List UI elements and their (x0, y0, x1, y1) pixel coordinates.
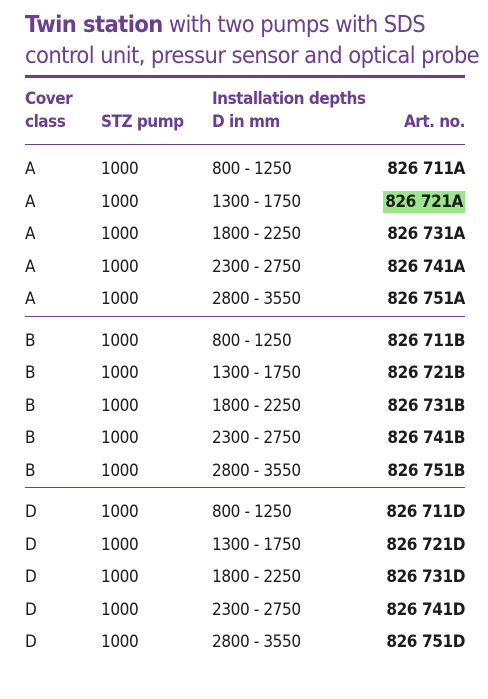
cell-cover-class: A (25, 289, 36, 310)
table-row (25, 626, 465, 659)
group-divider (25, 488, 465, 497)
cell-art-no: 826 751B (387, 460, 465, 481)
cell-installation-depth: 2800 - 3550 (212, 289, 301, 310)
cell-installation-depth: 1800 - 2250 (212, 567, 301, 588)
cell-stz-pump: 1000 (101, 428, 139, 449)
cell-cover-class: A (25, 159, 36, 180)
table-row (25, 455, 465, 488)
cell-art-no: 826 751A (387, 289, 465, 310)
header-depth-line1: Installation depths (212, 89, 366, 109)
cell-stz-pump: 1000 (101, 534, 139, 555)
cell-stz-pump: 1000 (101, 224, 139, 245)
cell-cover-class: B (25, 395, 36, 416)
group-divider (25, 316, 465, 325)
header-art-no: Art. no. (403, 112, 465, 132)
header-cover-class (25, 88, 101, 145)
cell-art-no: 826 751D (386, 632, 465, 653)
table-row (25, 357, 465, 390)
cell-art-no: 826 731A (387, 224, 465, 245)
header-stz-pump: STZ pump (101, 112, 184, 132)
group-divider-cell (25, 488, 465, 497)
table-row (25, 325, 465, 358)
cell-art-no: 826 711D (386, 502, 465, 523)
table-body (25, 145, 465, 659)
cell-cover-class: A (25, 256, 36, 277)
cell-installation-depth: 1300 - 1750 (212, 191, 301, 212)
title-rest: with two pumps with SDS (168, 10, 426, 38)
cell-installation-depth: 1800 - 2250 (212, 395, 301, 416)
cell-cover-class: A (25, 191, 36, 212)
cell-art-no: 826 741D (386, 599, 465, 620)
table-row (25, 496, 465, 529)
cell-art-no: 826 741A (387, 256, 465, 277)
cell-cover-class: D (25, 502, 37, 523)
title-strong: Twin station (25, 10, 163, 38)
header-cover-line1: Cover (25, 89, 73, 109)
table-row (25, 561, 465, 594)
cell-stz-pump: 1000 (101, 159, 139, 180)
table-row (25, 218, 465, 251)
cell-installation-depth: 2800 - 3550 (212, 632, 301, 653)
title-divider (25, 75, 465, 78)
cell-stz-pump: 1000 (101, 599, 139, 620)
cell-art-no: 826 721B (387, 363, 465, 384)
cell-art-no: 826 711B (387, 330, 465, 351)
cell-stz-pump: 1000 (101, 632, 139, 653)
cell-stz-pump: 1000 (101, 567, 139, 588)
table-row (25, 529, 465, 562)
article-table (25, 88, 465, 659)
cell-stz-pump: 1000 (101, 363, 139, 384)
cell-installation-depth: 800 - 1250 (212, 330, 292, 351)
table-row (25, 390, 465, 423)
table-row (25, 594, 465, 627)
table-row (25, 251, 465, 284)
cell-cover-class: B (25, 330, 36, 351)
cell-installation-depth: 2300 - 2750 (212, 256, 301, 277)
header-cover-line2: class (25, 112, 66, 132)
cell-stz-pump: 1000 (101, 330, 139, 351)
cell-stz-pump: 1000 (101, 289, 139, 310)
cell-art-no: 826 731B (387, 395, 465, 416)
group-divider-cell (25, 145, 465, 154)
cell-stz-pump: 1000 (101, 395, 139, 416)
cell-installation-depth: 800 - 1250 (212, 502, 292, 523)
highlighted-art-no: 826 721A (385, 191, 463, 212)
cell-cover-class: D (25, 632, 37, 653)
cell-art-no: 826 711A (387, 159, 465, 180)
group-divider-cell (25, 316, 465, 325)
group-divider (25, 145, 465, 154)
table-header-row (25, 88, 465, 145)
cell-cover-class: B (25, 428, 36, 449)
cell-installation-depth: 1800 - 2250 (212, 224, 301, 245)
table-row (25, 153, 465, 186)
table-row (25, 186, 465, 219)
cell-stz-pump: 1000 (101, 256, 139, 277)
page-title (25, 0, 480, 71)
cell-installation-depth: 1300 - 1750 (212, 363, 301, 384)
cell-art-no: 826 721D (386, 534, 465, 555)
cell-installation-depth: 800 - 1250 (212, 159, 292, 180)
cell-installation-depth: 2300 - 2750 (212, 599, 301, 620)
cell-installation-depth: 2300 - 2750 (212, 428, 301, 449)
cell-stz-pump: 1000 (101, 460, 139, 481)
cell-cover-class: D (25, 567, 37, 588)
table-row (25, 422, 465, 455)
cell-cover-class: D (25, 534, 37, 555)
cell-stz-pump: 1000 (101, 502, 139, 523)
title-line2: control unit, pressur sensor and optical probe (25, 41, 480, 69)
cell-installation-depth: 2800 - 3550 (212, 460, 301, 481)
cell-cover-class: D (25, 599, 37, 620)
cell-stz-pump: 1000 (101, 191, 139, 212)
cell-cover-class: A (25, 224, 36, 245)
header-installation-depths (212, 88, 365, 145)
cell-art-no (365, 186, 465, 219)
header-depth-line2: D in mm (212, 112, 280, 132)
cell-cover-class: B (25, 460, 36, 481)
cell-art-no: 826 731D (386, 567, 465, 588)
cell-cover-class: B (25, 363, 36, 384)
cell-art-no: 826 741B (387, 428, 465, 449)
cell-installation-depth: 1300 - 1750 (212, 534, 301, 555)
product-spec-sheet (25, 0, 480, 659)
table-row (25, 283, 465, 316)
